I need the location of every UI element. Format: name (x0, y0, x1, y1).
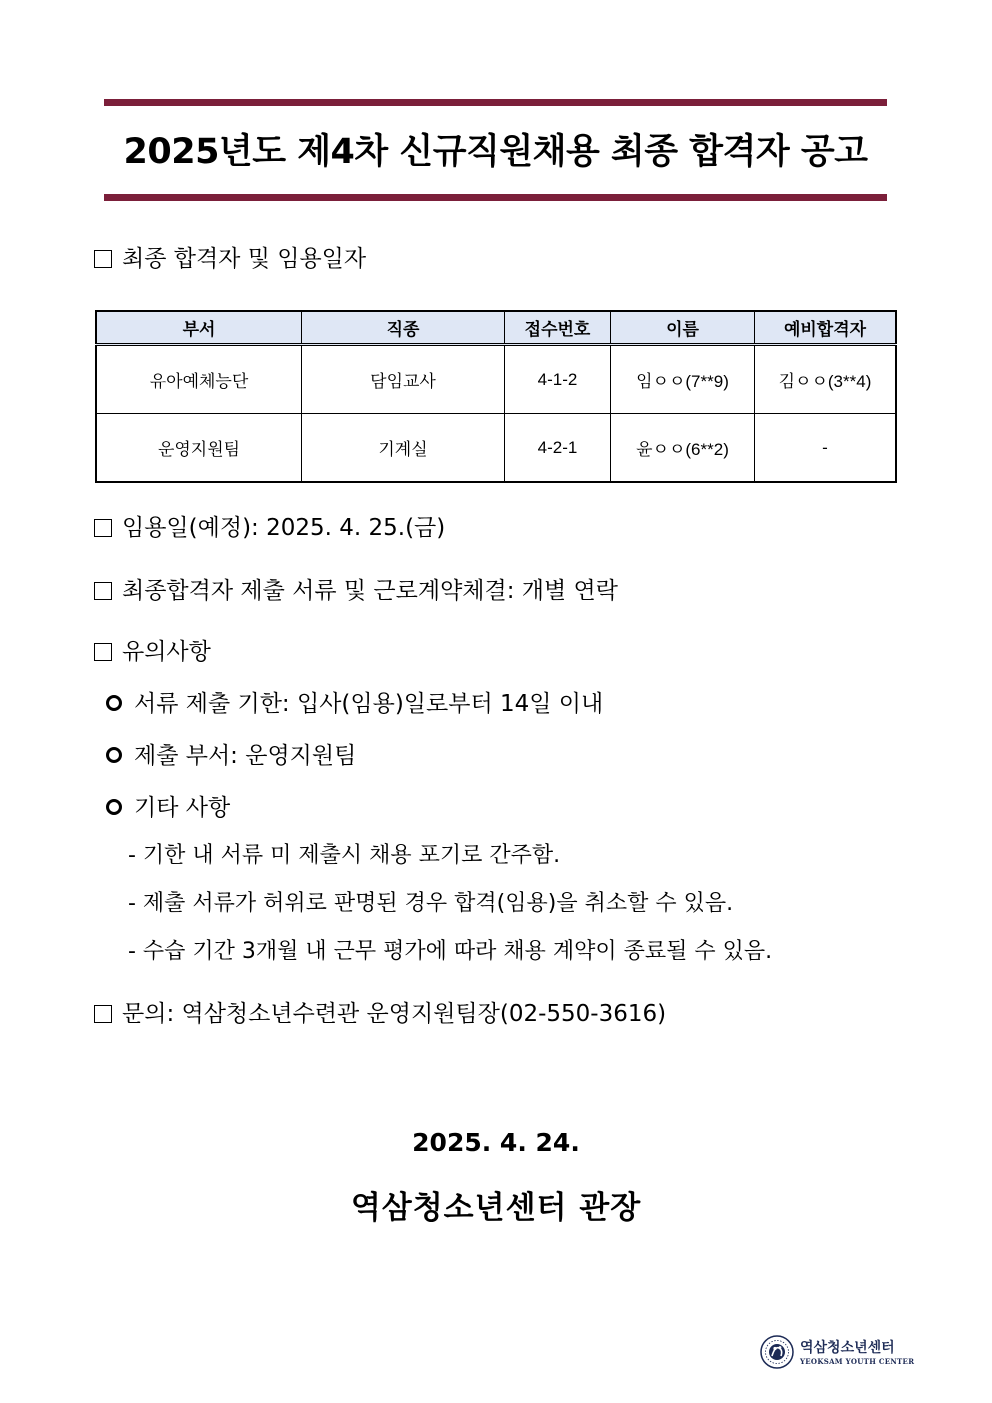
checkbox-square-icon (94, 519, 112, 537)
page-title: 2025년도 제4차 신규직원채용 최종 합격자 공고 (123, 132, 868, 172)
table-cell: 임ㅇㅇ(7**9) (611, 345, 755, 414)
note-item: 기타 사항 (106, 793, 230, 823)
table-cell: 담임교사 (302, 345, 505, 414)
section-final-applicants (94, 244, 366, 274)
section-inquiry (94, 999, 666, 1029)
signature: 역삼청소년센터 관장 (350, 1190, 642, 1226)
table-cell: 유아예체능단 (96, 345, 302, 414)
center-logo (760, 1335, 915, 1371)
table-cell: 윤ㅇㅇ(6**2) (611, 414, 755, 483)
logo-name-korean: 역삼청소년센터 (800, 1340, 895, 1356)
column-header: 예비합격자 (755, 311, 897, 345)
checkbox-square-icon (94, 1005, 112, 1023)
section-label: 임용일(예정): 2025. 4. 25.(금) (122, 515, 446, 541)
table-cell: 4-1-2 (505, 345, 611, 414)
circle-bullet-icon (106, 695, 122, 711)
note-detail: - 수습 기간 3개월 내 근무 평가에 따라 채용 계약이 종료될 수 있음. (128, 939, 773, 964)
table-cell: 기계실 (302, 414, 505, 483)
column-header: 직종 (302, 311, 505, 345)
announcement-date: 2025. 4. 24. (412, 1128, 580, 1157)
section-label: 최종합격자 제출 서류 및 근로계약체결: 개별 연락 (122, 578, 618, 604)
table-cell: 4-2-1 (505, 414, 611, 483)
circle-bullet-icon (106, 799, 122, 815)
checkbox-square-icon (94, 582, 112, 600)
table-row (96, 414, 896, 483)
note-item: 서류 제출 기한: 입사(임용)일로부터 14일 이내 (106, 689, 603, 719)
title-rule-bottom (104, 194, 887, 201)
table-cell: 김ㅇㅇ(3**4) (755, 345, 897, 414)
table-row (96, 345, 896, 414)
section-label: 유의사항 (122, 639, 211, 665)
checkbox-square-icon (94, 643, 112, 661)
note-detail: - 제출 서류가 허위로 판명된 경우 합격(임용)을 취소할 수 있음. (128, 891, 734, 916)
section-documents-contract (94, 576, 618, 606)
checkbox-square-icon (94, 250, 112, 268)
title-rule-top (104, 99, 887, 106)
column-header: 접수번호 (505, 311, 611, 345)
table-header-row (96, 311, 896, 345)
table-cell: - (755, 414, 897, 483)
circle-bullet-icon (106, 747, 122, 763)
note-item: 제출 부서: 운영지원팀 (106, 741, 356, 771)
section-label: 최종 합격자 및 임용일자 (122, 246, 367, 272)
table-cell: 운영지원팀 (96, 414, 302, 483)
column-header: 부서 (96, 311, 302, 345)
center-emblem-icon (760, 1335, 794, 1369)
note-detail: - 기한 내 서류 미 제출시 채용 포기로 간주함. (128, 843, 561, 868)
section-appointment-date (94, 513, 445, 543)
results-table (95, 310, 897, 483)
section-notes (94, 637, 211, 667)
section-label: 문의 (122, 1001, 167, 1027)
column-header: 이름 (611, 311, 755, 345)
inquiry-contact: : 역삼청소년수련관 운영지원팀장(02-550-3616) (166, 1001, 667, 1027)
logo-name-english: YEOKSAM YOUTH CENTER (800, 1357, 915, 1366)
